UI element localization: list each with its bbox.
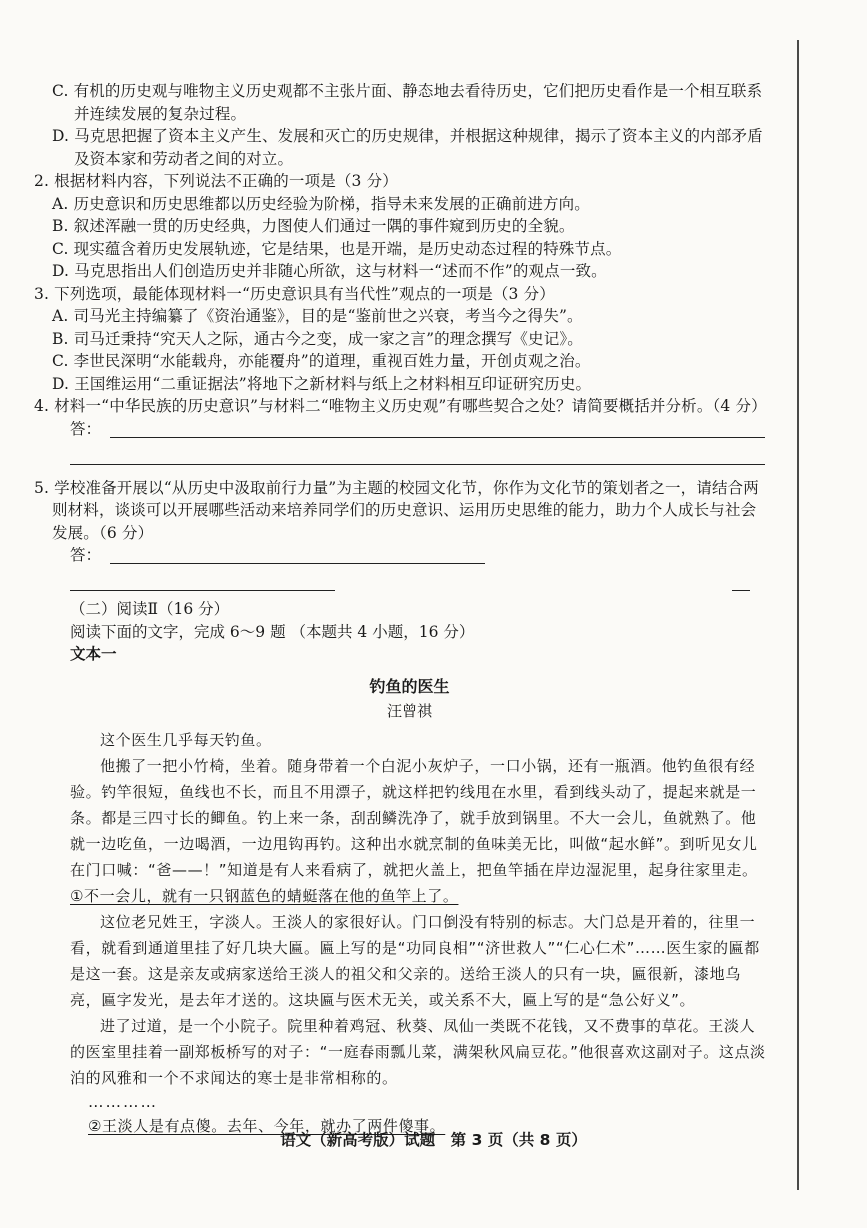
q2-option-c: C. 现实蕴含着历史发展轨迹，它是结果，也是开端，是历史动态过程的特殊节点。	[52, 239, 622, 258]
passage-paragraph-1: 这个医生几乎每天钓鱼。	[100, 730, 272, 749]
reading-instruction: 阅读下面的文字，完成 6～9 题 （本题共 4 小题，16 分）	[70, 622, 475, 641]
q5-answer-line-2	[70, 590, 335, 591]
q2-option-d: D. 马克思指出人们创造历史并非随心所欲，这与材料一“述而不作”的观点一致。	[52, 262, 607, 280]
underlined-sentence-1: ①不一会儿，就有一只钢蓝色的蜻蜓落在他的鱼竿上了。	[70, 886, 459, 905]
q2-stem: 2. 根据材料内容，下列说法不正确的一项是（3 分）	[34, 172, 398, 190]
q5-answer-area[interactable]	[70, 544, 767, 568]
reading-section-title: （二）阅读Ⅱ（16 分）	[70, 600, 230, 618]
q3-option-b: B. 司马迁秉持“究天人之际，通古今之变，成一家之言”的理念撰写《史记》。	[52, 329, 583, 348]
passage-paragraph-4: 进了过道，是一个小院子。院里种着鸡冠、秋葵、凤仙一类既不花钱，又不费事的草花。王淡人的医室里挂着一副郑板桥写的对子：“一庭春雨瓢儿菜，满架秋风扁豆花。”他很喜欢这副对子。这点淡泊的风雅和一个不求闻达的寒士是非常相称的。	[70, 1016, 766, 1087]
q1-option-d: D. 马克思把握了资本主义产生、发展和灭亡的历史规律，并根据这种规律，揭示了资本主义的内部矛盾及资本家和劳动者之间的对立。	[52, 127, 763, 168]
passage-paragraph-3: 这位老兄姓王，字淡人。王淡人的家很好认。门口倒没有特别的标志。大门总是开着的，往里一看，就看到通道里挂了好几块大匾。匾上写的是“功同良相”“济世救人”“仁心仁术”……医生家的匾都是这一套。这是亲友或病家送给王淡人的祖父和父亲的。送给王淡人的只有一块，匾很新，漆地乌亮，匾字发光，是去年才送的。这块匾与医术无关，或关系不大，匾上写的是“急公好义”。	[70, 912, 760, 1009]
q3-option-d: D. 王国维运用“二重证据法”将地下之新材料与纸上之材料相互印证研究历史。	[52, 374, 592, 393]
q3-stem: 3. 下列选项，最能体现材料一“历史意识具有当代性”观点的一项是（3 分）	[34, 284, 555, 303]
q4-stem: 4. 材料一“中华民族的历史意识”与材料二“唯物主义历史观”有哪些契合之处？请简要概括并分析。（4 分）	[34, 397, 767, 415]
underlined-sentence-2: ②王淡人是有点傻。去年、今年，就办了两件傻事。	[88, 1117, 446, 1135]
q3-option-a: A. 司马光主持编纂了《资治通鉴》，目的是“鉴前世之兴衰，考当今之得失”。	[52, 307, 583, 325]
q5-stem: 5. 学校准备开展以“从历史中汲取前行力量”为主题的校园文化节，你作为文化节的策划者之一，请结合两则材料，谈谈可以开展哪些活动来培养同学们的历史意识、运用历史思维的能力，助力个人成长与社会发展。（6 分）	[34, 478, 759, 542]
passage-author: 汪曾祺	[386, 702, 432, 720]
q4-answer-label: 答：	[70, 419, 102, 438]
q4-answer-line	[110, 437, 765, 438]
q2-option-a: A. 历史意识和历史思维都以历史经验为阶梯，指导未来发展的正确前进方向。	[52, 194, 590, 213]
page-content	[34, 80, 767, 1139]
page-footer: 语文（新高考版）试题 第 3 页（共 8 页）	[280, 1131, 587, 1149]
q5-answer-line-3	[732, 590, 750, 591]
passage-title: 钓鱼的医生	[369, 676, 450, 696]
page-edge-line	[797, 40, 799, 1190]
q2-option-b: B. 叙述浑融一贯的历史经典，力图使人们通过一隅的事件窥到历史的全貌。	[52, 217, 575, 235]
q4-answer-line-2	[70, 464, 765, 465]
paragraph-2-text: 他搬了一把小竹椅，坐着。随身带着一个白泥小灰炉子，一口小锅，还有一瓶酒。他钓鱼很有经验。钓竿很短，鱼线也不长，而且不用漂子，就这样把钓线甩在水里，看到线头动了，提起来就是一条。都是三四寸长的鲫鱼。钓上来一条，刮刮鳞洗净了，就手放到锅里。不大一会儿，鱼就熟了。他就一边吃鱼，一边喝酒，一边甩钩再钓。这种出水就烹制的鱼味美无比，叫做“起水鲜”。到听见女儿在门口喊：“爸——！”知道是有人来看病了，就把火盖上，把鱼竿插在岸边湿泥里，起身往家里走。	[70, 756, 758, 879]
q4-answer-area[interactable]	[70, 418, 767, 442]
text-one-label: 文本一	[70, 644, 117, 663]
passage-ellipsis: …………	[88, 1092, 158, 1111]
q5-answer-line	[110, 563, 485, 564]
q1-option-c: C. 有机的历史观与唯物主义历史观都不主张片面、静态地去看待历史，它们把历史看作是一个相互联系并连续发展的复杂过程。	[52, 82, 763, 123]
passage-paragraph-2	[52, 753, 767, 909]
q5-answer-label: 答：	[70, 546, 102, 564]
q3-option-c: C. 李世民深明“水能载舟，亦能覆舟”的道理，重视百姓力量，开创贞观之治。	[52, 352, 591, 370]
